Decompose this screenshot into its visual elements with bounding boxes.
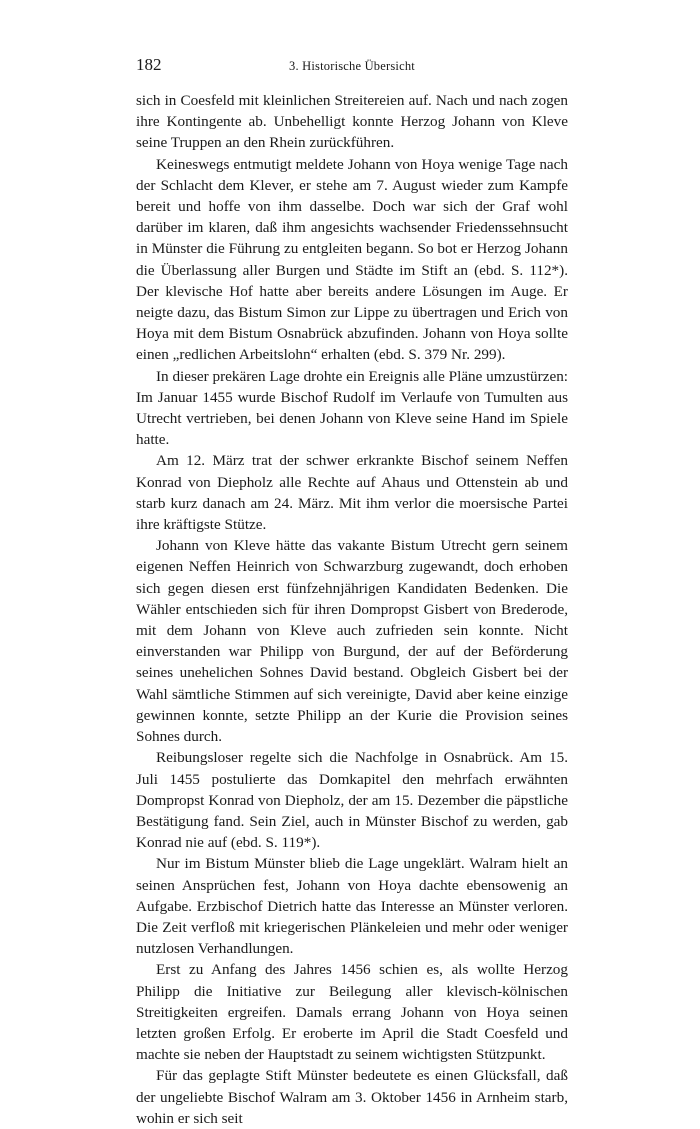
chapter-title: 3. Historische Übersicht bbox=[289, 59, 415, 73]
paragraph: sich in Coesfeld mit kleinlichen Streitereien auf. Nach und nach zogen ihre Kontingente ab. Unbehelligt konnte Herzog Johann von Kleve seine Truppen an den Rhein zurückführen. bbox=[136, 92, 568, 152]
paragraph: Johann von Kleve hätte das vakante Bistum Utrecht gern seinem eigenen Neffen Heinrich von Schwarzburg zugewandt, doch erhoben sich gegen diesen erst fünfzehnjährigen Kandidaten Bedenken. Die Wähler entschieden sich für ihren Dompropst Gisbert von Brederode, mit dem Johann von Kleve auch zufrieden sein konnte. Nicht einverstanden war Philipp von Burgund, der auf der Beförderung seines unehelichen Sohnes David bestand. Obgleich Gisbert bei der Wahl sämtliche Stimmen auf sich vereinigte, David aber keine einzige gewinnen konnte, setzte Philipp an der Kurie die Provision seines Sohnes durch. bbox=[136, 537, 568, 746]
running-head bbox=[136, 54, 568, 76]
paragraph: Für das geplagte Stift Münster bedeutete es einen Glücksfall, daß der ungeliebte Bischof Walram am 3. Oktober 1456 in Arnheim starb, wohin er sich seit bbox=[136, 1067, 568, 1127]
paragraph: In dieser prekären Lage drohte ein Ereignis alle Pläne umzustürzen: Im Januar 1455 wurde Bischof Rudolf im Verlaufe von Tumulten aus Utrecht vertrieben, bei denen Johann von Kleve seine Hand im Spiele hatte. bbox=[136, 367, 569, 449]
paragraph: Keineswegs entmutigt meldete Johann von Hoya wenige Tage nach der Schlacht dem Klever, er stehe am 7. August wieder zum Kampfe bereit und hoffe von ihm dasselbe. Doch war sich der Graf wohl darüber im klaren, daß ihm angesichts wachsender Friedenssehnsucht in Münster die Führung zu entgleiten begann. So bot er Herzog Johann die Überlassung aller Burgen und Städte im Stift an (ebd. S. 112*). Der klevische Hof hatte aber bereits andere Lösungen im Auge. Er neigte dazu, das Bistum Simon zur Lippe zu übertragen und Erich von Hoya mit dem Bistum Osnabrück abzufinden. Johann von Hoya sollte einen „redlichen Arbeitslohn“ erhalten (ebd. S. 379 Nr. 299). bbox=[136, 155, 568, 364]
page-number: 182 bbox=[136, 55, 162, 74]
paragraph: Nur im Bistum Münster blieb die Lage ungeklärt. Walram hielt an seinen Ansprüchen fest, Johann von Hoya dachte ebensowenig an Aufgabe. Erzbischof Dietrich hatte das Interesse an Münster verloren. Die Zeit verfloß mit kriegerischen Plänkeleien und mehr oder weniger nutzlosen Verhandlungen. bbox=[136, 855, 568, 958]
body-text bbox=[136, 90, 568, 1129]
paragraph: Erst zu Anfang des Jahres 1456 schien es, als wollte Herzog Philipp die Initiative zur Beilegung aller klevisch-kölnischen Streitigkeiten ergreifen. Damals errang Johann von Hoya seinen letzten großen Erfolg. Er eroberte im April die Stadt Coesfeld und machte sie neben der Hauptstadt zu seinem wichtigsten Stützpunkt. bbox=[136, 961, 568, 1064]
paragraph: Am 12. März trat der schwer erkrankte Bischof seinem Neffen Konrad von Diepholz alle Rechte auf Ahaus und Ottenstein ab und starb kurz danach am 24. März. Mit ihm verlor die moersische Partei ihre kräftigste Stütze. bbox=[136, 452, 568, 534]
paragraph: Reibungsloser regelte sich die Nachfolge in Osnabrück. Am 15. Juli 1455 postulierte das Domkapitel den mehrfach erwähnten Dompropst Konrad von Diepholz, der am 15. Dezember die päpstliche Bestätigung fand. Sein Ziel, auch in Münster Bischof zu werden, gab Konrad nie auf (ebd. S. 119*). bbox=[136, 749, 568, 852]
